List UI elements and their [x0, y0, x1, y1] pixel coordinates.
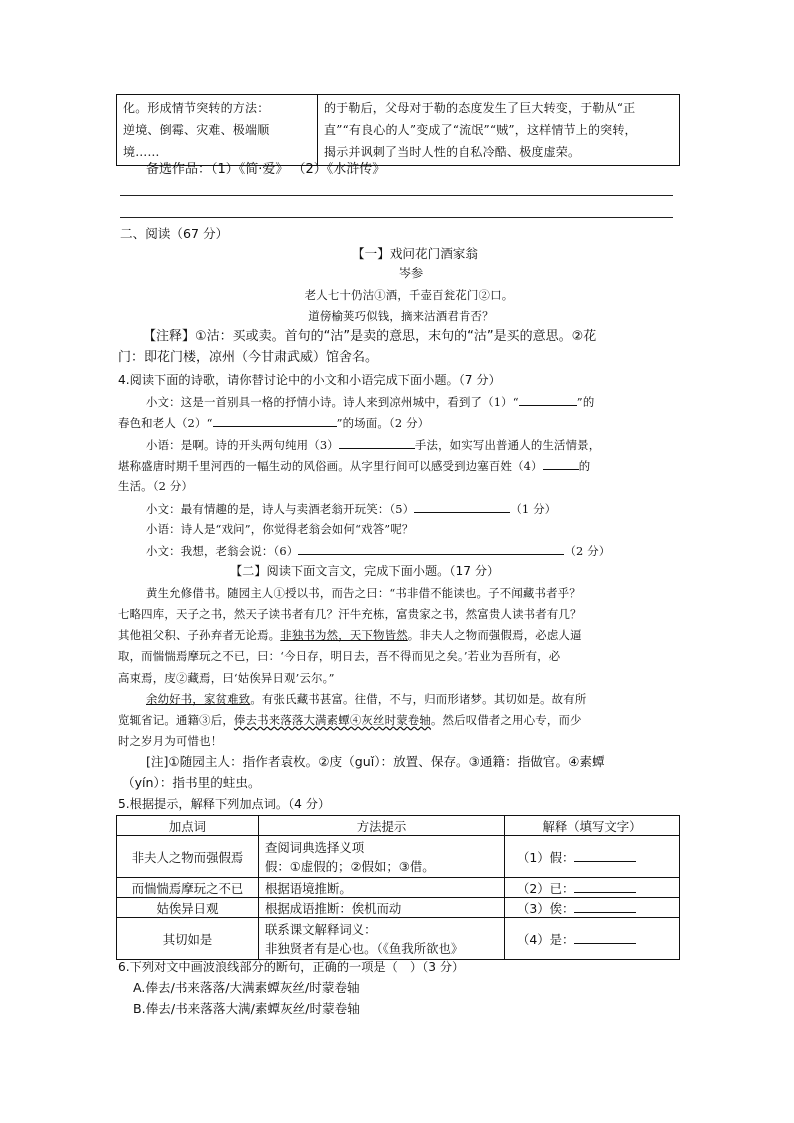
q4-text: 堪称盛唐时期千里河西的一幅生动的风俗画。从字里行间可以感受到边塞百姓（4）	[118, 459, 543, 473]
q5-answer-label: （2）已：	[517, 880, 575, 896]
q5-table	[116, 815, 680, 960]
top-right-line: 揭示并讽刺了当时人性的自私冷酷、极度虚荣。	[324, 145, 581, 159]
wavy-underlined-sentence: 俸去书来落落大满素蟫④灰丝时蒙卷轴	[233, 713, 431, 727]
q5-hint-line: 联系课文解释词义：	[265, 921, 377, 937]
q4-line	[146, 542, 610, 559]
passage-heading: 【二】阅读下面文言文，完成下面小题。（17 分）	[230, 564, 500, 578]
top-table-left-cell	[117, 95, 318, 166]
q4-text: ”的场面。（2 分）	[336, 416, 430, 430]
q5-header: 方法提示	[259, 816, 505, 836]
q5-hint	[259, 836, 505, 878]
q5-hint: 根据成语推断：俟机而动	[259, 898, 505, 918]
passage-text: 。有张氏藏书甚富。往借，不与，归而形诸梦。其切如是。故有所	[250, 692, 587, 706]
poem-heading: 【一】戏问花门酒家翁	[352, 246, 478, 261]
passage-text: 其他祖父积、子孙弃者无论焉。	[118, 628, 281, 642]
answer-blank-3[interactable]	[339, 436, 415, 449]
q5-word: 其切如是	[117, 918, 259, 960]
top-left-line: 化。形成情节突转的方法：	[123, 101, 270, 115]
q4-text: （1 分）	[510, 502, 557, 516]
passage-note: （yín）：指书里的蛀虫。	[122, 775, 261, 790]
answer-blank-4[interactable]	[543, 457, 579, 470]
poem-line: 道傍榆荚巧似钱，摘来沽酒君肯否？	[308, 309, 494, 323]
q5-answer	[505, 836, 680, 878]
q5-hint: 根据语境推断。	[259, 878, 505, 898]
top-table-right-cell	[318, 95, 680, 166]
q4-line	[146, 436, 600, 453]
poem-note: 门：即花门楼，凉州（今甘肃武威）馆舍名。	[118, 350, 379, 365]
passage-line: 取，而惴惴焉摩玩之不已，曰：‘今日存，明日去，吾不得而见之矣。’若业为吾所有，必	[118, 649, 561, 663]
q4-line	[118, 457, 590, 474]
poem-note: 【注释】①沽：买或卖。首句的“沽”是卖的意思，末句的“沽”是买的意思。②花	[143, 329, 597, 344]
q4-text: 手法，如实写出普通人的生活情景，	[414, 438, 601, 452]
passage-line	[146, 691, 586, 707]
q5-answer	[505, 898, 680, 918]
q5-answer-label: （1）假：	[517, 849, 575, 865]
q4-text: 小文：我想，老翁会说：（6）	[146, 544, 299, 558]
passage-line: 高束焉，庋②藏焉，曰‘姑俟异日观’云尔。”	[118, 671, 335, 685]
passage-line: 时之岁月为可惜也！	[118, 734, 223, 748]
passage-line: 黄生允修借书。随园主人①授以书，而告之曰：“书非借不能读也。子不闻藏书者乎？	[146, 586, 581, 600]
answer-blank-1[interactable]	[519, 393, 577, 406]
top-left-line: 境……	[123, 145, 160, 159]
q5-answer-label: （4）是：	[517, 931, 575, 947]
passage-note: [注]①随园主人：指作者袁枚。②庋（guǐ）：放置、保存。③通籍：指做官。④素蟫	[146, 754, 605, 769]
section-title: 二、阅读（67 分）	[120, 226, 229, 241]
q4-line: 小语：诗人是“戏问”，你觉得老翁会如何“戏答”呢？	[146, 522, 414, 536]
answer-blank-2[interactable]	[213, 414, 337, 427]
q5-header: 加点词	[117, 816, 259, 836]
q4-line	[146, 500, 556, 517]
q6-title: 6.下列对文中画波浪线部分的断句，正确的一项是（ ）（3 分）	[118, 960, 465, 974]
top-right-line: 的于勒后，父母对于勒的态度发生了巨大转变，于勒从“正	[324, 101, 636, 115]
q5-answer-blank[interactable]	[574, 880, 636, 893]
poem-line: 老人七十仍沽①酒，千壶百瓮花门②口。	[304, 288, 514, 302]
q5-answer	[505, 878, 680, 898]
q5-answer-blank[interactable]	[574, 900, 636, 913]
top-right-line: 直”“有良心的人”变成了“流氓”“贼”，这样情节上的突转，	[324, 123, 637, 137]
poem-author: 岑参	[398, 266, 424, 280]
underlined-sentence: 余幼好书，家贫难致	[146, 692, 251, 706]
q5-word: 而惴惴焉摩玩之不已	[117, 878, 259, 898]
q4-line	[146, 393, 594, 410]
passage-text: 。非夫人之物而强假焉，必虑人逼	[407, 628, 582, 642]
options-line: 备选作品：（1）《简·爱》 （2）《水浒传》	[146, 162, 386, 177]
q4-text: 小文：这是一首别具一格的抒情小诗。诗人来到凉州城中，看到了（1）“	[146, 395, 519, 409]
q5-hint-line: 查阅词典选择义项	[265, 839, 365, 855]
q4-text: 小文：最有情趣的是，诗人与卖酒老翁开玩笑：（5）	[146, 502, 415, 516]
q5-answer-blank[interactable]	[574, 849, 636, 862]
q6-option-a[interactable]: A.俸去/书来落落/大满素蟫灰丝/时蒙卷轴	[133, 980, 360, 995]
passage-text: 。然后叹借者之用心专，而少	[430, 713, 582, 727]
q4-text: （2 分）	[564, 544, 611, 558]
underlined-sentence: 非独书为然，天下物皆然	[280, 628, 408, 642]
passage-line	[118, 627, 582, 643]
q5-hint	[259, 918, 505, 960]
q5-answer	[505, 918, 680, 960]
q5-hint-line: 非独贤者有是心也。（《鱼我所欲也》	[265, 940, 464, 956]
q5-word: 非夫人之物而强假焉	[117, 836, 259, 878]
q4-text: ”的	[576, 395, 595, 409]
q5-title: 5.根据提示，解释下列加点词。（4 分）	[118, 797, 331, 811]
passage-line: 七略四库，天子之书，然天子读书者有几？汗牛充栋，富贵家之书，然富贵人读书者有几？	[118, 607, 582, 621]
q5-word: 姑俟异日观	[117, 898, 259, 918]
passage-text: 览辄省记。通籍③后，	[118, 713, 234, 727]
q4-text: 小语：是啊。诗的开头两句纯用（3）	[146, 438, 339, 452]
q5-hint-line: 假：①虚假的；②假如；③借。	[265, 858, 435, 874]
top-table	[116, 94, 680, 166]
q5-answer-blank[interactable]	[574, 931, 636, 944]
answer-line	[120, 217, 673, 218]
q5-header: 解释（填写文字）	[505, 816, 680, 836]
q5-answer-label: （3）俟：	[517, 900, 575, 916]
q4-text: 春色和老人（2）“	[118, 416, 213, 430]
answer-line	[120, 195, 673, 196]
q4-line: 生活。（2 分）	[118, 479, 194, 493]
q4-text: 的	[578, 459, 591, 473]
top-left-line: 逆境、倒霉、灾难、极端顺	[123, 123, 270, 137]
passage-line	[118, 712, 582, 728]
answer-blank-6[interactable]	[298, 542, 564, 555]
q6-option-b[interactable]: B.俸去/书来落落大满/素蟫灰丝/时蒙卷轴	[133, 1001, 360, 1016]
q4-title: 4.阅读下面的诗歌，请你替讨论中的小文和小语完成下面小题。（7 分）	[118, 373, 501, 387]
q4-line	[118, 414, 429, 431]
answer-blank-5[interactable]	[414, 500, 510, 513]
